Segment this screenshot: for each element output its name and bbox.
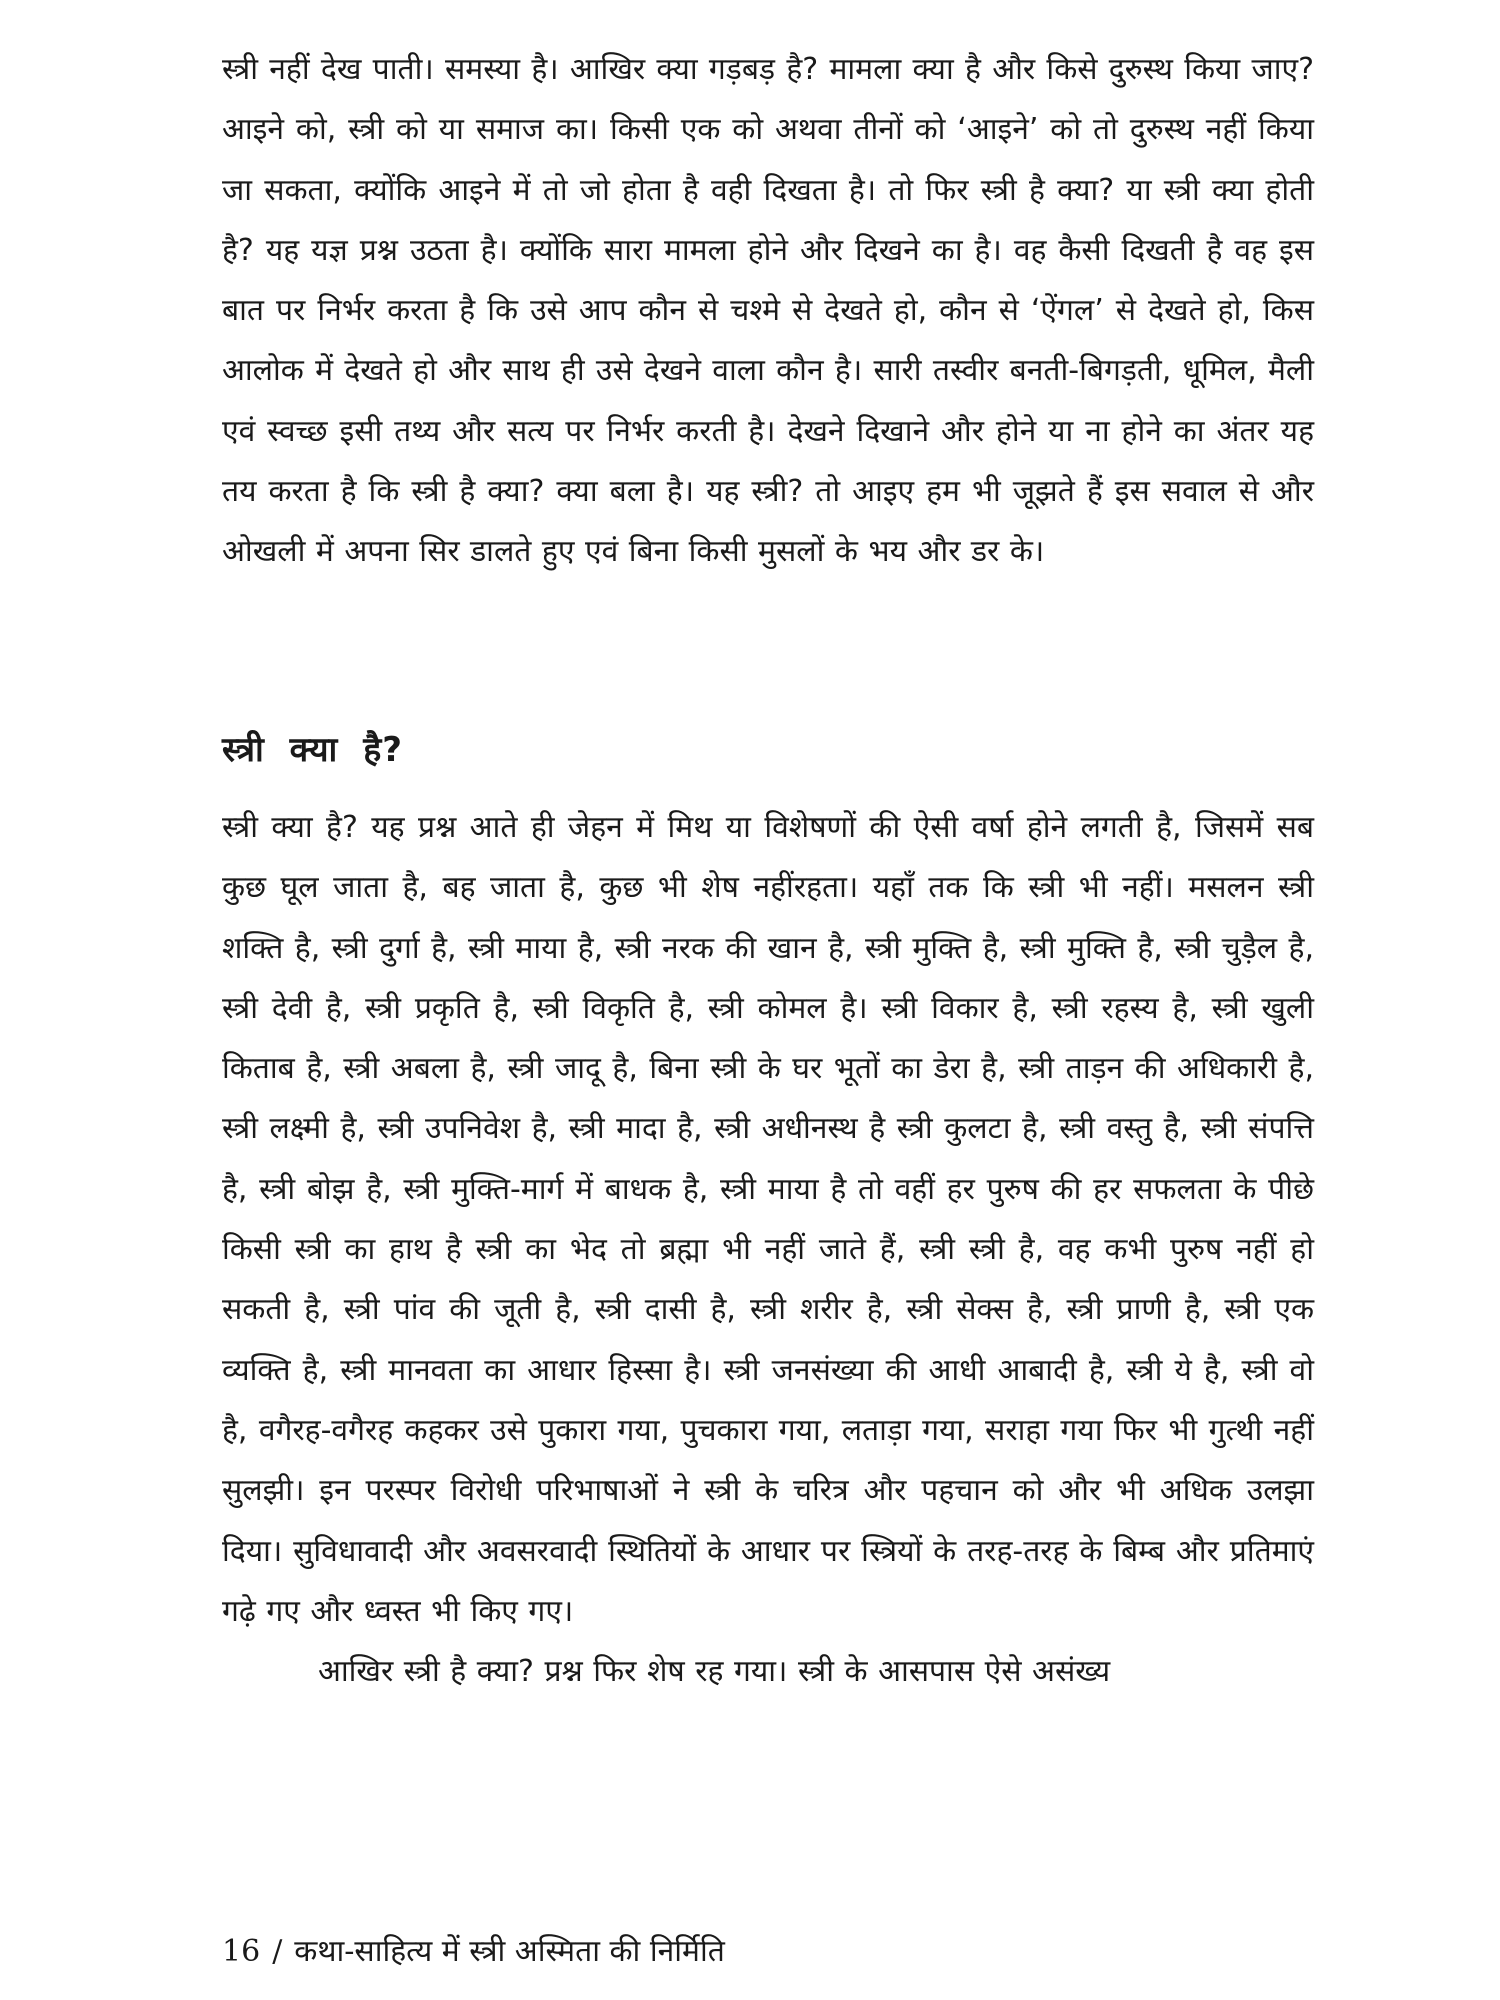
page-footer: [222, 1932, 725, 1972]
section-heading: स्त्री क्या है?: [222, 730, 403, 770]
intro-block: [222, 40, 1314, 583]
page-number: 16: [222, 1934, 261, 1969]
footer-separator: /: [272, 1934, 283, 1969]
intro-paragraph: स्त्री नहीं देख पाती। समस्या है। आखिर क्या गड़बड़ है? मामला क्या है और किसे दुरुस्थ किया जाए? आइने को, स्त्री को या समाज का। किसी एक को अथवा तीनों को ‘आइने’ को तो दुरुस्थ नहीं किया जा सकता, क्योंकि आइने में तो जो होता है वही दिखता है। तो फिर स्त्री है क्या? या स्त्री क्या होती है? यह यज्ञ प्रश्न उठता है। क्योंकि सारा मामला होने और दिखने का है। वह कैसी दिखती है वह इस बात पर निर्भर करता है कि उसे आप कौन से चश्मे से देखते हो, कौन से ‘ऐंगल’ से देखते हो, किस आलोक में देखते हो और साथ ही उसे देखने वाला कौन है। सारी तस्वीर बनती-बिगड़ती, धूमिल, मैली एवं स्वच्छ इसी तथ्य और सत्य पर निर्भर करती है। देखने दिखाने और होने या ना होने का अंतर यह तय करता है कि स्त्री है क्या? क्या बला है। यह स्त्री? तो आइए हम भी जूझते हैं इस सवाल से और ओखली में अपना सिर डालते हुए एवं बिना किसी मुसलों के भय और डर के।: [222, 52, 1314, 570]
book-title: कथा-साहित्य में स्त्री अस्मिता की निर्मिति: [294, 1934, 725, 1969]
section-paragraph-1: स्त्री क्या है? यह प्रश्न आते ही जेहन में मिथ या विशेषणों की ऐसी वर्षा होने लगती है, जिसमें सब कुछ घूल जाता है, बह जाता है, कुछ भी शेष नहींरहता। यहाँ तक कि स्त्री भी नहीं। मसलन स्त्री शक्ति है, स्त्री दुर्गा है, स्त्री माया है, स्त्री नरक की खान है, स्त्री मुक्ति है, स्त्री मुक्ति है, स्त्री चुड़ैल है, स्त्री देवी है, स्त्री प्रकृति है, स्त्री विकृति है, स्त्री कोमल है। स्त्री विकार है, स्त्री रहस्य है, स्त्री खुली किताब है, स्त्री अबला है, स्त्री जादू है, बिना स्त्री के घर भूतों का डेरा है, स्त्री ताड़न की अधिकारी है, स्त्री लक्ष्मी है, स्त्री उपनिवेश है, स्त्री मादा है, स्त्री अधीनस्थ है स्त्री कुलटा है, स्त्री वस्तु है, स्त्री संपत्ति है, स्त्री बोझ है, स्त्री मुक्ति-मार्ग में बाधक है, स्त्री माया है तो वहीं हर पुरुष की हर सफलता के पीछे किसी स्त्री का हाथ है स्त्री का भेद तो ब्रह्मा भी नहीं जाते हैं, स्त्री स्त्री है, वह कभी पुरुष नहीं हो सकती है, स्त्री पांव की जूती है, स्त्री दासी है, स्त्री शरीर है, स्त्री सेक्स है, स्त्री प्राणी है, स्त्री एक व्यक्ति है, स्त्री मानवता का आधार हिस्सा है। स्त्री जनसंख्या की आधी आबादी है, स्त्री ये है, स्त्री वो है, वगैरह-वगैरह कहकर उसे पुकारा गया, पुचकारा गया, लताड़ा गया, सराहा गया फिर भी गुत्थी नहीं सुलझी। इन परस्पर विरोधी परिभाषाओं ने स्त्री के चरित्र और पहचान को और भी अधिक उलझा दिया। सुविधावादी और अवसरवादी स्थितियों के आधार पर स्त्रियों के तरह-तरह के बिम्ब और प्रतिमाएं गढ़े गए और ध्वस्त भी किए गए।: [222, 810, 1314, 1629]
section-paragraph-2: आखिर स्त्री है क्या? प्रश्न फिर शेष रह गया। स्त्री के आसपास ऐसे असंख्य: [318, 1654, 1111, 1690]
section-body: [222, 798, 1314, 1702]
